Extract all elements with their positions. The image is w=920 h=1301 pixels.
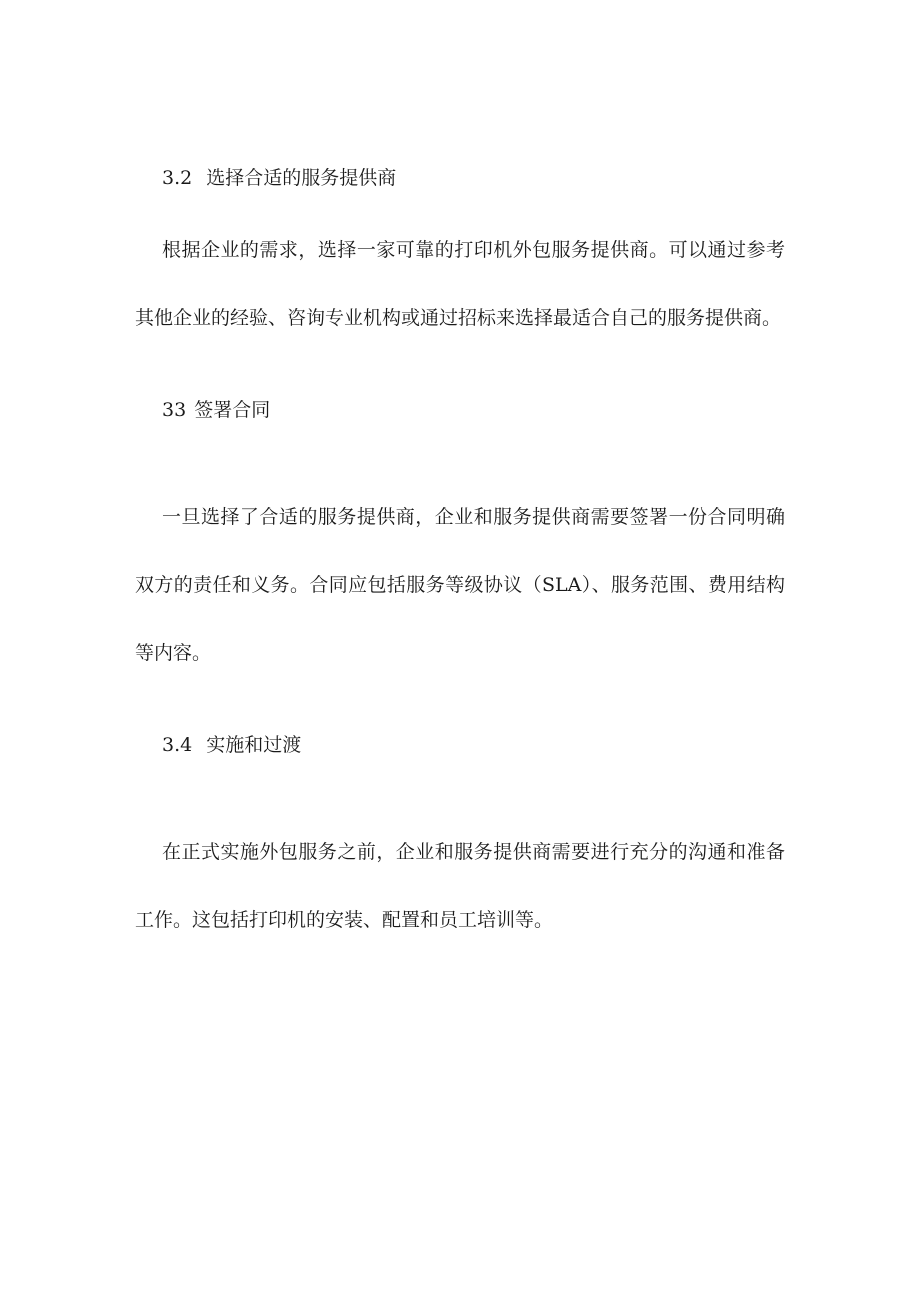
section-paragraph-3-2: 根据企业的需求，选择一家可靠的打印机外包服务提供商。可以通过参考其他企业的经验、咨询专业机构或通过招标来选择最适合自己的服务提供商。 (135, 239, 785, 329)
section-heading-3-4 (162, 733, 301, 757)
section-paragraph-3-4: 在正式实施外包服务之前，企业和服务提供商需要进行充分的沟通和准备工作。这包括打印机的安装、配置和员工培训等。 (135, 841, 785, 931)
section-title: 签署合同 (194, 399, 271, 421)
section-number: 3.2 (162, 167, 193, 189)
section-title: 选择合适的服务提供商 (206, 167, 397, 189)
section-heading-3-3 (162, 398, 270, 422)
section-number: 3.4 (162, 734, 193, 756)
section-title: 实施和过渡 (206, 734, 302, 756)
section-heading-3-2 (162, 166, 396, 190)
section-paragraph-3-3: 一旦选择了合适的服务提供商，企业和服务提供商需要签署一份合同明确双方的责任和义务。合同应包括服务等级协议（SLA）、服务范围、费用结构等内容。 (135, 506, 785, 664)
section-number: 33 (162, 399, 187, 421)
